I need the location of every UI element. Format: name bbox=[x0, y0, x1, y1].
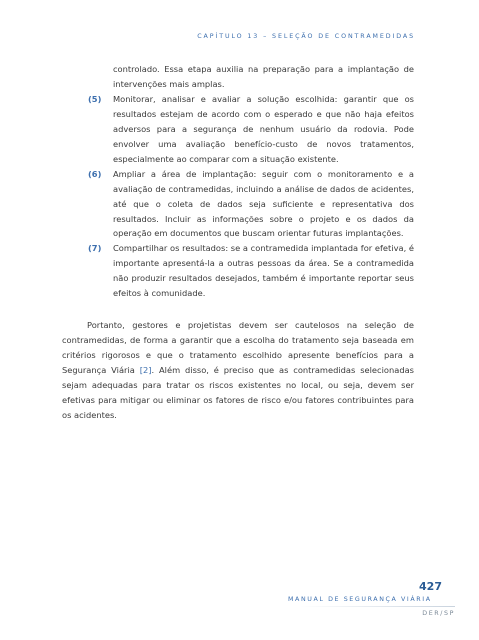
item-text: Compartilhar os resultados: se a contramedida implantada for efetiva, é importante apresentá-la a outras pessoas da área. Se a contramedida não produzir resultados desejados, também é importante reportar seus efeitos à comunidade. bbox=[113, 243, 414, 299]
organization-name: DER/SP bbox=[422, 610, 455, 617]
item-number: (7) bbox=[88, 243, 102, 254]
footer-divider bbox=[300, 606, 455, 607]
list-item-6 bbox=[88, 167, 414, 242]
item-number: (5) bbox=[88, 93, 102, 104]
chapter-header: CAPÍTULO 13 – SELEÇÃO DE CONTRAMEDIDAS bbox=[197, 33, 415, 40]
page-number: 427 bbox=[419, 580, 442, 593]
item-text: Monitorar, analisar e avaliar a solução escolhida: garantir que os resultados estejam de acordo com o esperado e que não haja efeitos adversos para a segurança de nenhum usuário da rodovia. Pode envolver uma avaliação benefício-custo de novos tratamentos, especialmente ao comparar com a situação existente. bbox=[113, 93, 414, 164]
list-item-7 bbox=[88, 241, 414, 301]
paragraph-text-a: Portanto, gestores e projetistas devem ser cautelosos na seleção de contramedidas, de forma a garantir que a escolha do tratamento seja baseada em critérios rigorosos e que o tratamento escolhido apresente benefícios para a Segurança Viária bbox=[62, 320, 414, 376]
reference-link[interactable]: [2] bbox=[139, 365, 152, 376]
main-content bbox=[62, 62, 414, 423]
paragraph-text-b: . Além disso, é preciso que as contramedidas selecionadas sejam adequadas para tratar os riscos existentes no local, ou seja, devem ser efetivas para mitigar ou eliminar os fatores de risco e/ou fatores contribuintes para os acidentes. bbox=[62, 365, 414, 420]
list-item-5 bbox=[88, 92, 414, 167]
item-text: Ampliar a área de implantação: seguir com o monitoramento e a avaliação de contramedidas, incluindo a análise de dados de acidentes, até que o coleta de dados seja suficiente e representativa dos resultados. Incluir as informações sobre o projeto e os dados da operação em documentos que buscam orientar futuras implantações. bbox=[113, 168, 414, 239]
item-number: (6) bbox=[88, 168, 102, 179]
conclusion-paragraph bbox=[62, 318, 414, 423]
manual-title: MANUAL DE SEGURANÇA VIÁRIA bbox=[288, 596, 432, 603]
continuation-text: controlado. Essa etapa auxilia na preparação para a implantação de intervenções mais amplas. bbox=[113, 64, 414, 89]
